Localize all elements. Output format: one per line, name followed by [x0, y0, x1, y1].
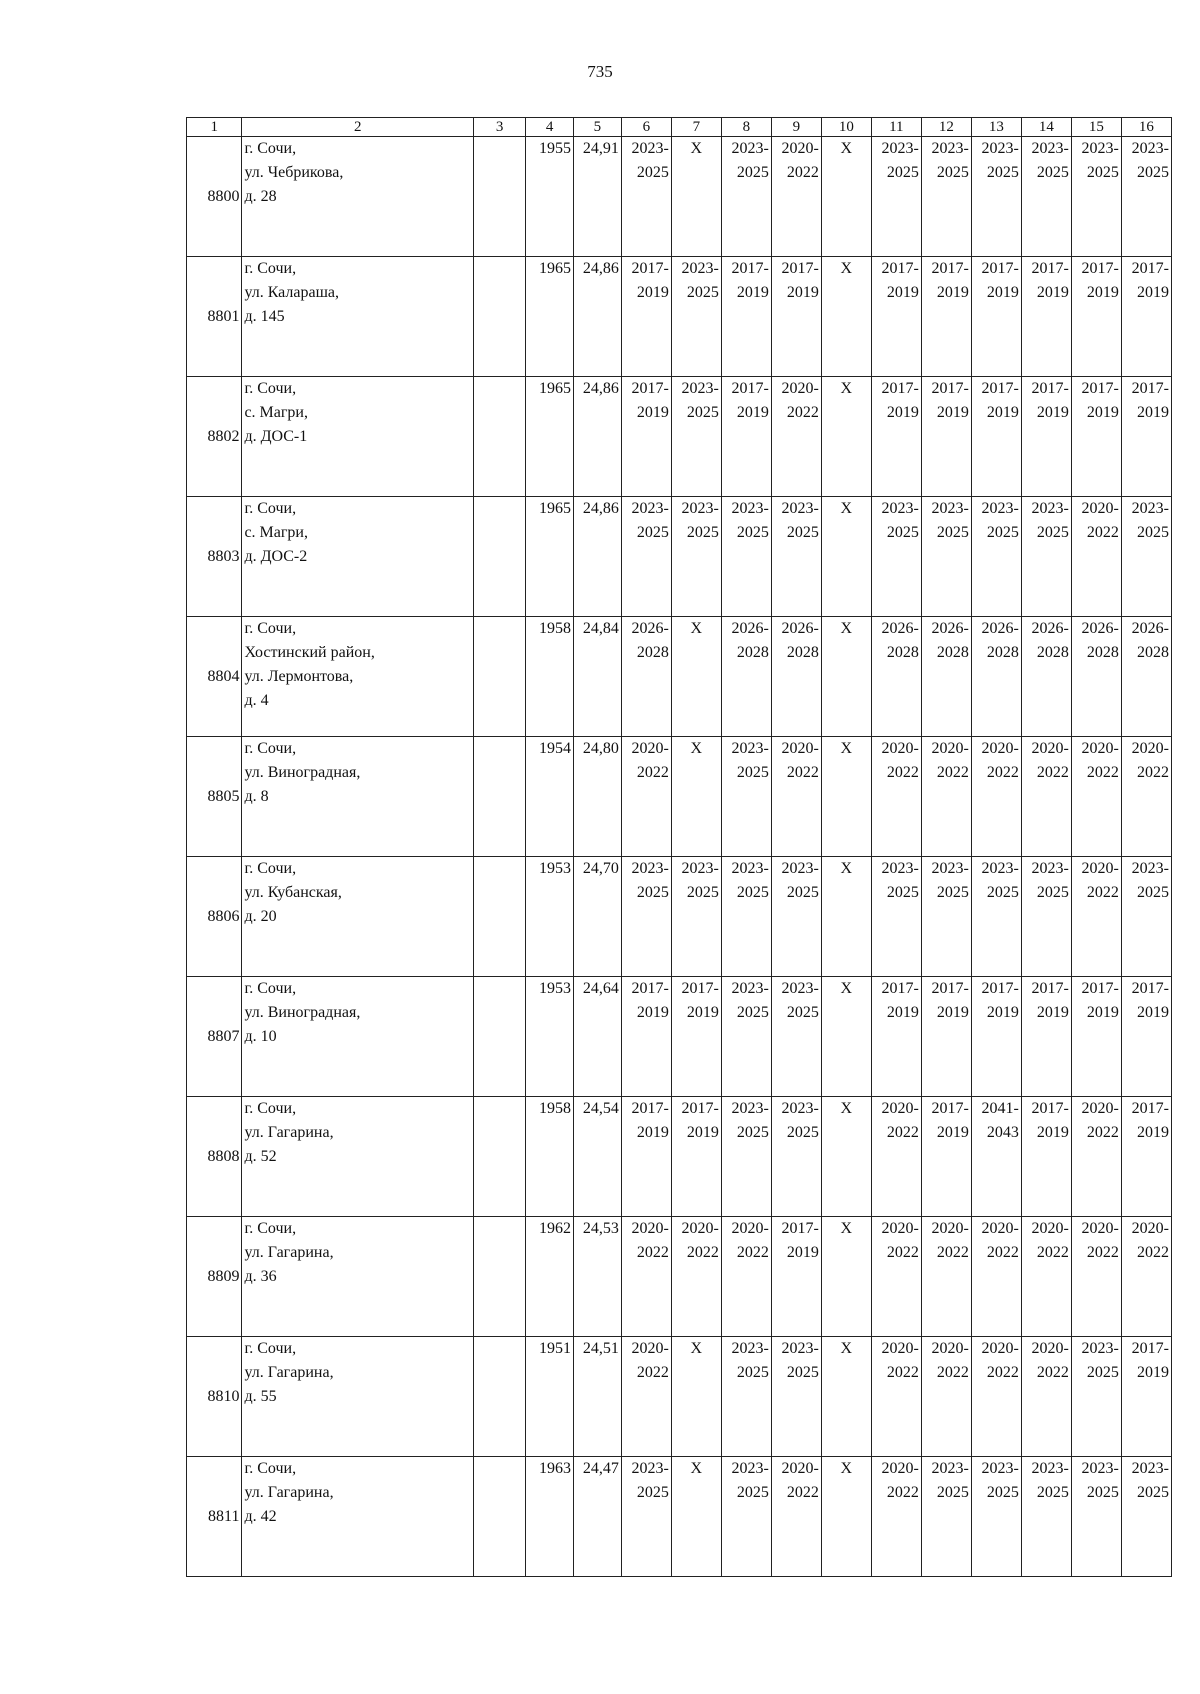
period-cell: 2023- 2025 [971, 857, 1021, 977]
address-line: г. Сочи, [244, 140, 297, 157]
period-cell: 2023- 2025 [621, 857, 671, 977]
address-line: д. ДОС-2 [244, 548, 308, 565]
period-cell: 2017- 2019 [721, 257, 771, 377]
table-row [187, 497, 1172, 617]
period-cell: 2023- 2025 [771, 857, 821, 977]
period-cell: 2017- 2019 [771, 257, 821, 377]
address-line: г. Сочи, [244, 1220, 297, 1237]
address-cell [242, 857, 474, 977]
period-cell: 2017- 2019 [621, 1097, 671, 1217]
column-header-9: 9 [771, 118, 821, 137]
address-line: д. 28 [244, 188, 277, 205]
address-line: ул. Гагарина, [244, 1124, 334, 1141]
address-line: г. Сочи, [244, 260, 297, 277]
period-cell: 2041- 2043 [971, 1097, 1021, 1217]
period-cell: 2017- 2019 [921, 257, 971, 377]
address-cell [242, 257, 474, 377]
period-cell: X [671, 137, 721, 257]
period-cell: 2023- 2025 [1121, 857, 1171, 977]
period-cell: X [821, 257, 871, 377]
address-cell [242, 617, 474, 737]
address-line: д. 4 [244, 692, 269, 709]
period-cell: 2017- 2019 [771, 1217, 821, 1337]
period-cell: 2020- 2022 [771, 137, 821, 257]
address-line: д. 20 [244, 908, 277, 925]
area-cell: 24,64 [574, 977, 622, 1097]
period-cell: 2023- 2025 [721, 1097, 771, 1217]
year-cell: 1965 [526, 497, 574, 617]
row-number: 8810 [187, 1337, 242, 1457]
period-cell: 2020- 2022 [1121, 1217, 1171, 1337]
period-cell: 2020- 2022 [871, 737, 921, 857]
period-cell: 2020- 2022 [721, 1217, 771, 1337]
table-row [187, 377, 1172, 497]
address-line: ул. Виноградная, [244, 764, 361, 781]
area-cell: 24,80 [574, 737, 622, 857]
column-header-7: 7 [671, 118, 721, 137]
period-cell: 2023- 2025 [1071, 1337, 1121, 1457]
column-header-12: 12 [921, 118, 971, 137]
period-cell: X [671, 1457, 721, 1577]
column-3-cell [474, 137, 526, 257]
table-row [187, 1457, 1172, 1577]
period-cell: 2026- 2028 [971, 617, 1021, 737]
column-header-14: 14 [1021, 118, 1071, 137]
period-cell: X [821, 977, 871, 1097]
column-header-4: 4 [526, 118, 574, 137]
period-cell: 2020- 2022 [771, 737, 821, 857]
period-cell: 2020- 2022 [921, 1217, 971, 1337]
period-cell: 2023- 2025 [721, 1337, 771, 1457]
period-cell: 2017- 2019 [1021, 1097, 1071, 1217]
period-cell: 2026- 2028 [1071, 617, 1121, 737]
period-cell: 2023- 2025 [671, 497, 721, 617]
column-header-16: 16 [1121, 118, 1171, 137]
table-body [187, 137, 1172, 1577]
header-row [187, 118, 1172, 137]
period-cell: 2017- 2019 [1121, 377, 1171, 497]
period-cell: 2023- 2025 [921, 137, 971, 257]
period-cell: 2020- 2022 [1071, 497, 1121, 617]
address-cell [242, 1217, 474, 1337]
area-cell: 24,86 [574, 377, 622, 497]
address-line: с. Магри, [244, 524, 308, 541]
table-row [187, 737, 1172, 857]
period-cell: 2020- 2022 [971, 737, 1021, 857]
period-cell: 2023- 2025 [771, 497, 821, 617]
period-cell: X [821, 1337, 871, 1457]
area-cell: 24,53 [574, 1217, 622, 1337]
column-3-cell [474, 1097, 526, 1217]
area-cell: 24,54 [574, 1097, 622, 1217]
period-cell: 2017- 2019 [871, 257, 921, 377]
period-cell: 2023- 2025 [1071, 1457, 1121, 1577]
period-cell: 2017- 2019 [621, 377, 671, 497]
period-cell: 2023- 2025 [771, 1337, 821, 1457]
column-3-cell [474, 857, 526, 977]
year-cell: 1951 [526, 1337, 574, 1457]
column-3-cell [474, 617, 526, 737]
address-cell [242, 137, 474, 257]
period-cell: 2020- 2022 [1021, 1217, 1071, 1337]
area-cell: 24,91 [574, 137, 622, 257]
period-cell: 2020- 2022 [871, 1457, 921, 1577]
period-cell: 2023- 2025 [671, 257, 721, 377]
period-cell: X [821, 1097, 871, 1217]
period-cell: 2023- 2025 [921, 497, 971, 617]
period-cell: 2023- 2025 [721, 737, 771, 857]
row-number: 8803 [187, 497, 242, 617]
address-line: г. Сочи, [244, 860, 297, 877]
column-3-cell [474, 977, 526, 1097]
period-cell: 2023- 2025 [1121, 497, 1171, 617]
address-line: ул. Чебрикова, [244, 164, 344, 181]
period-cell: 2020- 2022 [1071, 1097, 1121, 1217]
address-line: ул. Калараша, [244, 284, 340, 301]
period-cell: X [821, 737, 871, 857]
row-number: 8807 [187, 977, 242, 1097]
year-cell: 1963 [526, 1457, 574, 1577]
address-line: г. Сочи, [244, 380, 297, 397]
column-header-2: 2 [242, 118, 474, 137]
year-cell: 1955 [526, 137, 574, 257]
period-cell: 2020- 2022 [921, 1337, 971, 1457]
year-cell: 1953 [526, 977, 574, 1097]
page-number: 735 [587, 62, 613, 81]
address-line: д. 8 [244, 788, 269, 805]
year-cell: 1962 [526, 1217, 574, 1337]
address-line: г. Сочи, [244, 620, 297, 637]
column-header-15: 15 [1071, 118, 1121, 137]
period-cell: X [821, 497, 871, 617]
period-cell: 2020- 2022 [1071, 857, 1121, 977]
period-cell: X [821, 137, 871, 257]
column-3-cell [474, 1337, 526, 1457]
period-cell: 2017- 2019 [1071, 977, 1121, 1097]
period-cell: 2023- 2025 [621, 1457, 671, 1577]
period-cell: 2020- 2022 [871, 1097, 921, 1217]
period-cell: 2017- 2019 [1021, 377, 1071, 497]
table-row [187, 257, 1172, 377]
table-row [187, 1337, 1172, 1457]
period-cell: 2020- 2022 [771, 377, 821, 497]
row-number: 8800 [187, 137, 242, 257]
row-number: 8805 [187, 737, 242, 857]
column-header-5: 5 [574, 118, 622, 137]
address-line: д. 145 [244, 308, 285, 325]
period-cell: 2023- 2025 [721, 857, 771, 977]
area-cell: 24,47 [574, 1457, 622, 1577]
period-cell: 2026- 2028 [1121, 617, 1171, 737]
table-row [187, 137, 1172, 257]
address-line: д. 36 [244, 1268, 277, 1285]
period-cell: 2023- 2025 [871, 497, 921, 617]
year-cell: 1958 [526, 1097, 574, 1217]
period-cell: 2023- 2025 [921, 1457, 971, 1577]
period-cell: X [821, 617, 871, 737]
period-cell: 2020- 2022 [621, 1337, 671, 1457]
period-cell: 2017- 2019 [671, 1097, 721, 1217]
address-line: ул. Гагарина, [244, 1364, 334, 1381]
year-cell: 1958 [526, 617, 574, 737]
period-cell: 2020- 2022 [871, 1337, 921, 1457]
address-line: г. Сочи, [244, 500, 297, 517]
column-header-10: 10 [821, 118, 871, 137]
period-cell: 2017- 2019 [921, 977, 971, 1097]
period-cell: 2017- 2019 [971, 257, 1021, 377]
table-row [187, 977, 1172, 1097]
year-cell: 1954 [526, 737, 574, 857]
period-cell: 2023- 2025 [1021, 137, 1071, 257]
period-cell: X [671, 737, 721, 857]
column-header-3: 3 [474, 118, 526, 137]
period-cell: 2020- 2022 [1021, 1337, 1071, 1457]
period-cell: 2020- 2022 [621, 737, 671, 857]
period-cell: 2017- 2019 [721, 377, 771, 497]
row-number: 8811 [187, 1457, 242, 1577]
area-cell: 24,86 [574, 497, 622, 617]
address-line: ул. Гагарина, [244, 1244, 334, 1261]
period-cell: 2017- 2019 [1121, 1337, 1171, 1457]
period-cell: 2023- 2025 [1021, 1457, 1071, 1577]
period-cell: 2023- 2025 [721, 137, 771, 257]
period-cell: 2017- 2019 [1121, 1097, 1171, 1217]
table-row [187, 1217, 1172, 1337]
period-cell: 2017- 2019 [871, 977, 921, 1097]
address-line: д. ДОС-1 [244, 428, 308, 445]
period-cell: 2020- 2022 [1021, 737, 1071, 857]
period-cell: 2023- 2025 [871, 857, 921, 977]
table-row [187, 617, 1172, 737]
period-cell: 2023- 2025 [1121, 1457, 1171, 1577]
period-cell: 2017- 2019 [871, 377, 921, 497]
period-cell: 2017- 2019 [921, 377, 971, 497]
period-cell: 2017- 2019 [1071, 377, 1121, 497]
row-number: 8802 [187, 377, 242, 497]
period-cell: 2023- 2025 [671, 377, 721, 497]
row-number: 8801 [187, 257, 242, 377]
row-number: 8804 [187, 617, 242, 737]
period-cell: 2017- 2019 [1021, 977, 1071, 1097]
period-cell: 2023- 2025 [1071, 137, 1121, 257]
period-cell: 2023- 2025 [921, 857, 971, 977]
period-cell: 2023- 2025 [621, 497, 671, 617]
address-line: г. Сочи, [244, 1460, 297, 1477]
period-cell: X [671, 1337, 721, 1457]
period-cell: 2026- 2028 [771, 617, 821, 737]
row-number: 8809 [187, 1217, 242, 1337]
period-cell: 2023- 2025 [971, 1457, 1021, 1577]
column-3-cell [474, 1217, 526, 1337]
period-cell: 2020- 2022 [621, 1217, 671, 1337]
period-cell: 2020- 2022 [1071, 737, 1121, 857]
address-line: г. Сочи, [244, 1100, 297, 1117]
period-cell: 2023- 2025 [671, 857, 721, 977]
address-line: д. 52 [244, 1148, 277, 1165]
column-header-8: 8 [721, 118, 771, 137]
period-cell: 2023- 2025 [1121, 137, 1171, 257]
address-line: ул. Лермонтова, [244, 668, 354, 685]
area-cell: 24,86 [574, 257, 622, 377]
period-cell: X [821, 377, 871, 497]
address-line: д. 55 [244, 1388, 277, 1405]
period-cell: 2026- 2028 [921, 617, 971, 737]
address-line: с. Магри, [244, 404, 308, 421]
column-header-1: 1 [187, 118, 242, 137]
period-cell: 2017- 2019 [1121, 977, 1171, 1097]
year-cell: 1965 [526, 377, 574, 497]
period-cell: 2023- 2025 [871, 137, 921, 257]
column-3-cell [474, 737, 526, 857]
period-cell: 2017- 2019 [621, 977, 671, 1097]
address-cell [242, 377, 474, 497]
period-cell: 2017- 2019 [1021, 257, 1071, 377]
row-number: 8808 [187, 1097, 242, 1217]
period-cell: 2017- 2019 [671, 977, 721, 1097]
period-cell: 2017- 2019 [1071, 257, 1121, 377]
row-number: 8806 [187, 857, 242, 977]
address-line: д. 10 [244, 1028, 277, 1045]
period-cell: X [671, 617, 721, 737]
year-cell: 1965 [526, 257, 574, 377]
address-line: ул. Гагарина, [244, 1484, 334, 1501]
period-cell: 2020- 2022 [1121, 737, 1171, 857]
address-cell [242, 1097, 474, 1217]
period-cell: 2017- 2019 [971, 977, 1021, 1097]
table-row [187, 1097, 1172, 1217]
address-line: г. Сочи, [244, 1340, 297, 1357]
period-cell: 2017- 2019 [921, 1097, 971, 1217]
period-cell: 2023- 2025 [1021, 497, 1071, 617]
address-line: ул. Кубанская, [244, 884, 342, 901]
period-cell: 2023- 2025 [971, 497, 1021, 617]
column-3-cell [474, 1457, 526, 1577]
address-line: Хостинский район, [244, 644, 375, 661]
area-cell: 24,70 [574, 857, 622, 977]
address-cell [242, 497, 474, 617]
period-cell: 2023- 2025 [771, 1097, 821, 1217]
period-cell: 2026- 2028 [621, 617, 671, 737]
period-cell: X [821, 1217, 871, 1337]
address-cell [242, 1337, 474, 1457]
period-cell: 2023- 2025 [721, 1457, 771, 1577]
address-cell [242, 1457, 474, 1577]
period-cell: 2017- 2019 [1121, 257, 1171, 377]
period-cell: 2020- 2022 [971, 1337, 1021, 1457]
period-cell: 2020- 2022 [1071, 1217, 1121, 1337]
table-row [187, 857, 1172, 977]
address-line: г. Сочи, [244, 740, 297, 757]
column-3-cell [474, 497, 526, 617]
column-3-cell [474, 377, 526, 497]
period-cell: 2020- 2022 [871, 1217, 921, 1337]
address-cell [242, 977, 474, 1097]
address-cell [242, 737, 474, 857]
period-cell: X [821, 1457, 871, 1577]
period-cell: 2026- 2028 [1021, 617, 1071, 737]
period-cell: 2023- 2025 [771, 977, 821, 1097]
area-cell: 24,51 [574, 1337, 622, 1457]
column-header-13: 13 [971, 118, 1021, 137]
period-cell: 2023- 2025 [1021, 857, 1071, 977]
housing-table [186, 117, 1172, 1577]
period-cell: 2026- 2028 [721, 617, 771, 737]
year-cell: 1953 [526, 857, 574, 977]
column-header-6: 6 [621, 118, 671, 137]
period-cell: 2023- 2025 [971, 137, 1021, 257]
area-cell: 24,84 [574, 617, 622, 737]
period-cell: 2017- 2019 [621, 257, 671, 377]
address-line: д. 42 [244, 1508, 277, 1525]
period-cell: 2020- 2022 [921, 737, 971, 857]
period-cell: 2023- 2025 [721, 977, 771, 1097]
address-line: ул. Виноградная, [244, 1004, 361, 1021]
period-cell: 2020- 2022 [671, 1217, 721, 1337]
period-cell: 2023- 2025 [621, 137, 671, 257]
period-cell: 2023- 2025 [721, 497, 771, 617]
address-line: г. Сочи, [244, 980, 297, 997]
period-cell: 2017- 2019 [971, 377, 1021, 497]
period-cell: 2020- 2022 [971, 1217, 1021, 1337]
column-3-cell [474, 257, 526, 377]
period-cell: 2026- 2028 [871, 617, 921, 737]
period-cell: X [821, 857, 871, 977]
column-header-11: 11 [871, 118, 921, 137]
period-cell: 2020- 2022 [771, 1457, 821, 1577]
